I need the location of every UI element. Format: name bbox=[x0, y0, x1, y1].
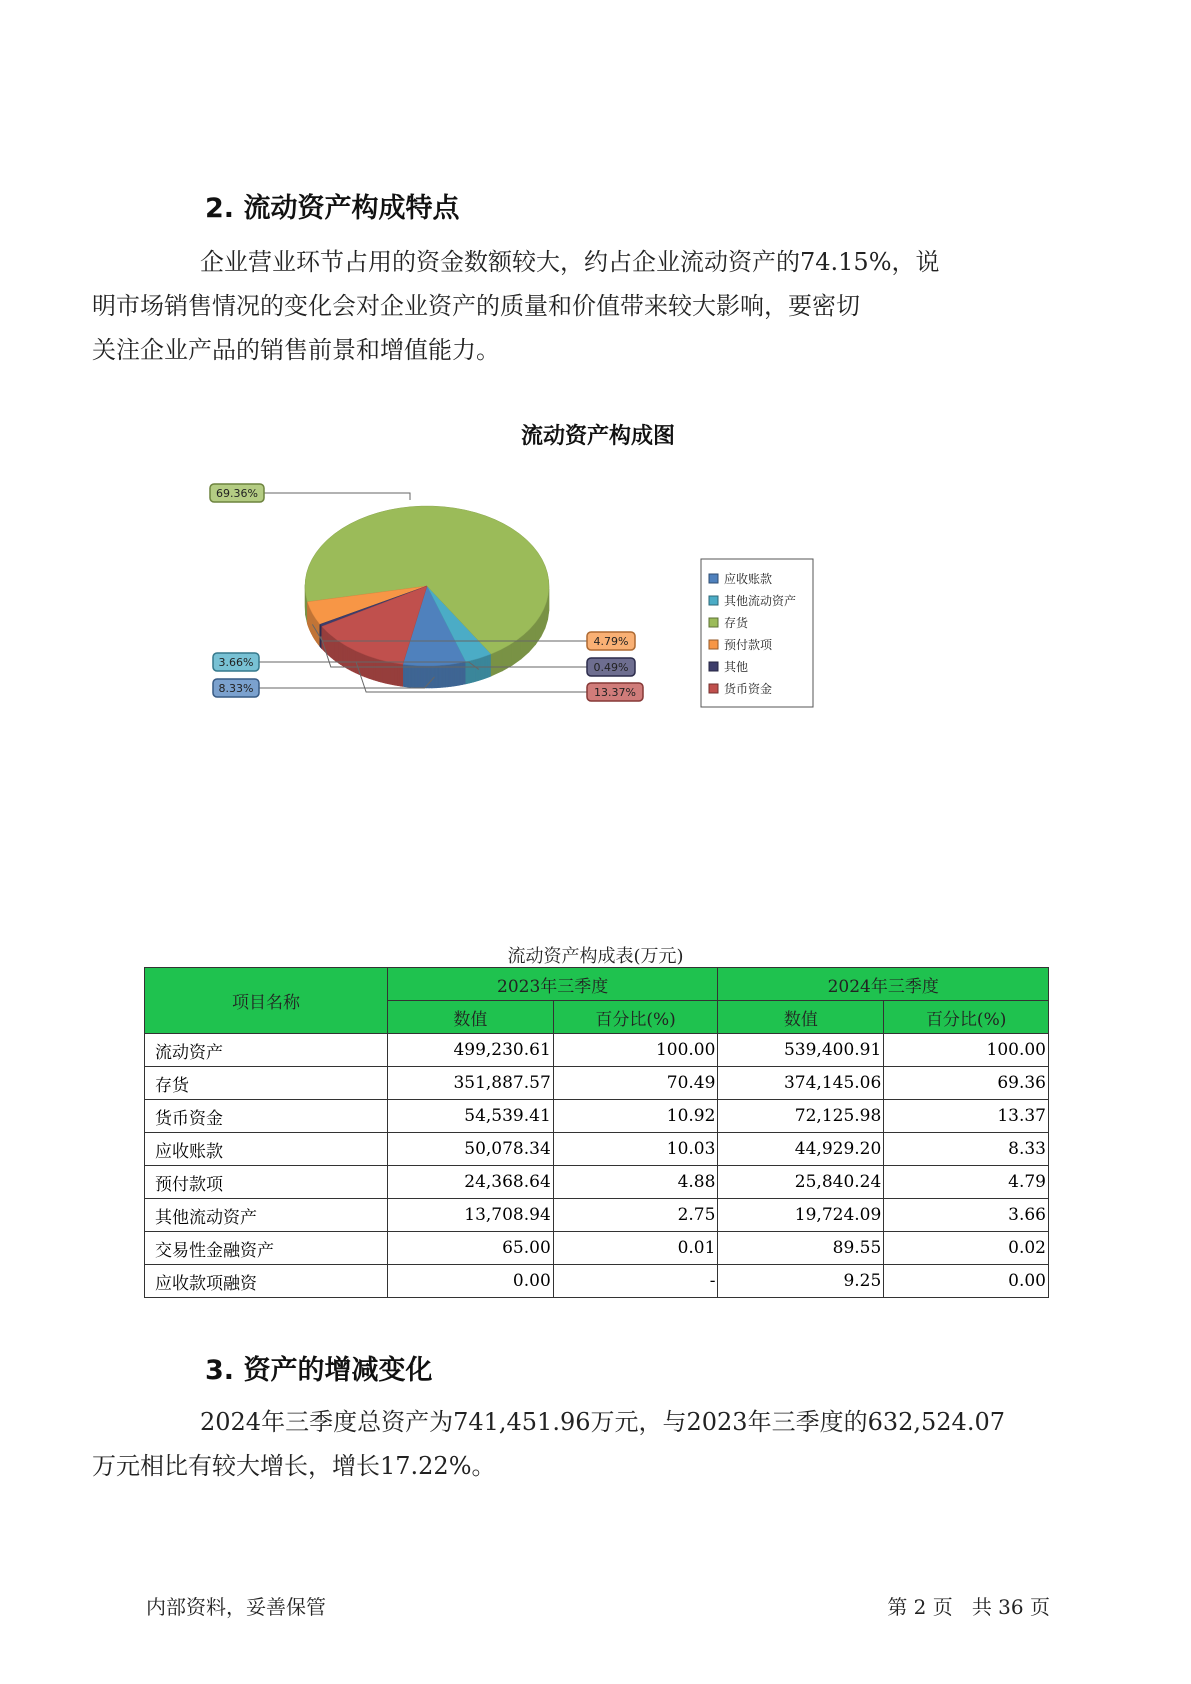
legend-label: 货币资金 bbox=[724, 682, 773, 696]
row-name: 货币资金 bbox=[145, 1100, 388, 1133]
table-row bbox=[145, 1265, 1049, 1298]
table-row bbox=[145, 1067, 1049, 1100]
legend-label: 其他 bbox=[724, 660, 749, 674]
data-label: 0.49% bbox=[593, 661, 629, 674]
pie-slice-side bbox=[381, 660, 383, 683]
header-item-name: 项目名称 bbox=[145, 968, 388, 1034]
row-name: 应收账款 bbox=[145, 1133, 388, 1166]
header-period-2023: 2023年三季度 bbox=[387, 968, 718, 1001]
legend-swatch bbox=[709, 618, 718, 627]
header-value-2024: 数值 bbox=[718, 1001, 884, 1034]
pie-slice-side bbox=[363, 654, 365, 677]
legend-swatch bbox=[709, 684, 718, 693]
pie-slice-side bbox=[371, 657, 373, 680]
legend-swatch bbox=[709, 574, 718, 583]
pie-slice-side bbox=[378, 659, 380, 682]
header-period-2024: 2024年三季度 bbox=[718, 968, 1049, 1001]
table-row bbox=[145, 1166, 1049, 1199]
row-pct-2023: 70.49 bbox=[553, 1067, 718, 1100]
row-value-2023: 50,078.34 bbox=[387, 1133, 553, 1166]
row-name: 其他流动资产 bbox=[145, 1199, 388, 1232]
table-row bbox=[145, 1199, 1049, 1232]
legend-swatch bbox=[709, 662, 718, 671]
row-pct-2024: 69.36 bbox=[884, 1067, 1049, 1100]
row-pct-2024: 4.79 bbox=[884, 1166, 1049, 1199]
row-value-2024: 539,400.91 bbox=[718, 1034, 884, 1067]
row-value-2024: 19,724.09 bbox=[718, 1199, 884, 1232]
pie-slice-side bbox=[390, 662, 392, 684]
label-leader-line bbox=[264, 493, 410, 500]
pie-slice-side bbox=[369, 656, 371, 679]
paragraph-line: 关注企业产品的销售前景和增值能力。 bbox=[92, 336, 500, 364]
row-pct-2023: 10.03 bbox=[553, 1133, 718, 1166]
row-pct-2023: 2.75 bbox=[553, 1199, 718, 1232]
row-value-2023: 54,539.41 bbox=[387, 1100, 553, 1133]
table-row bbox=[145, 1232, 1049, 1265]
row-value-2024: 374,145.06 bbox=[718, 1067, 884, 1100]
paragraph-line: 明市场销售情况的变化会对企业资产的质量和价值带来较大影响，要密切 bbox=[92, 292, 860, 320]
row-value-2023: 499,230.61 bbox=[387, 1034, 553, 1067]
data-label: 3.66% bbox=[218, 656, 254, 669]
table-row bbox=[145, 1100, 1049, 1133]
row-pct-2024: 100.00 bbox=[884, 1034, 1049, 1067]
legend-label: 存货 bbox=[724, 616, 749, 630]
pie-slice-side bbox=[352, 649, 354, 672]
pie-slice-side bbox=[386, 661, 388, 684]
header-value-2023: 数值 bbox=[387, 1001, 553, 1034]
row-name: 交易性金融资产 bbox=[145, 1232, 388, 1265]
paragraph-line: 企业营业环节占用的资金数额较大，约占企业流动资产的74.15%，说 bbox=[200, 248, 940, 276]
header-pct-2023: 百分比(%) bbox=[553, 1001, 718, 1034]
pie-slice-side bbox=[365, 655, 367, 678]
pie-slice-side bbox=[383, 661, 385, 684]
row-pct-2023: 4.88 bbox=[553, 1166, 718, 1199]
pie-slices bbox=[305, 506, 549, 688]
row-value-2024: 9.25 bbox=[718, 1265, 884, 1298]
footer-page-number: 第 2 页 共 36 页 bbox=[887, 1595, 1050, 1619]
pie-slice-side bbox=[388, 662, 390, 685]
row-name: 预付款项 bbox=[145, 1166, 388, 1199]
row-value-2023: 13,708.94 bbox=[387, 1199, 553, 1232]
row-name: 应收款项融资 bbox=[145, 1265, 388, 1298]
table-row bbox=[145, 1133, 1049, 1166]
legend-swatch bbox=[709, 596, 718, 605]
row-pct-2024: 13.37 bbox=[884, 1100, 1049, 1133]
legend bbox=[701, 559, 813, 707]
row-value-2023: 351,887.57 bbox=[387, 1067, 553, 1100]
row-value-2023: 65.00 bbox=[387, 1232, 553, 1265]
paragraph-line: 万元相比有较大增长，增长17.22%。 bbox=[92, 1452, 496, 1480]
pie-slice-side bbox=[393, 663, 395, 685]
row-pct-2024: 3.66 bbox=[884, 1199, 1049, 1232]
row-name: 存货 bbox=[145, 1067, 388, 1100]
row-pct-2023: - bbox=[553, 1265, 718, 1298]
row-pct-2023: 0.01 bbox=[553, 1232, 718, 1265]
row-pct-2024: 0.00 bbox=[884, 1265, 1049, 1298]
chart-title: 流动资产构成图 bbox=[520, 424, 676, 449]
section-2-heading: 2. 流动资产构成特点 bbox=[205, 193, 460, 224]
legend-label: 其他流动资产 bbox=[724, 594, 797, 608]
row-value-2024: 72,125.98 bbox=[718, 1100, 884, 1133]
row-pct-2024: 8.33 bbox=[884, 1133, 1049, 1166]
row-value-2024: 89.55 bbox=[718, 1232, 884, 1265]
legend-label: 预付款项 bbox=[724, 638, 773, 652]
section-3-heading: 3. 资产的增减变化 bbox=[205, 1355, 433, 1386]
row-value-2024: 44,929.20 bbox=[718, 1133, 884, 1166]
row-pct-2023: 100.00 bbox=[553, 1034, 718, 1067]
pie-slice-side bbox=[350, 648, 352, 671]
data-label: 13.37% bbox=[594, 686, 636, 699]
table-row bbox=[145, 1034, 1049, 1067]
legend-label: 应收账款 bbox=[724, 572, 773, 586]
legend-swatch bbox=[709, 640, 718, 649]
header-pct-2024: 百分比(%) bbox=[884, 1001, 1049, 1034]
row-value-2023: 0.00 bbox=[387, 1265, 553, 1298]
pie-chart bbox=[0, 0, 1191, 760]
footer-left: 内部资料，妥善保管 bbox=[146, 1595, 326, 1619]
pie-slice-side bbox=[360, 653, 362, 676]
paragraph-line: 2024年三季度总资产为741,451.96万元，与2023年三季度的632,524.07 bbox=[200, 1408, 1005, 1436]
row-value-2024: 25,840.24 bbox=[718, 1166, 884, 1199]
row-name: 流动资产 bbox=[145, 1034, 388, 1067]
row-value-2023: 24,368.64 bbox=[387, 1166, 553, 1199]
section-3-paragraph bbox=[92, 1400, 1076, 1488]
data-label: 4.79% bbox=[593, 635, 629, 648]
current-assets-table bbox=[144, 967, 1049, 1298]
row-pct-2023: 10.92 bbox=[553, 1100, 718, 1133]
row-pct-2024: 0.02 bbox=[884, 1232, 1049, 1265]
table-caption: 流动资产构成表(万元) bbox=[507, 946, 684, 967]
data-label: 69.36% bbox=[216, 487, 258, 500]
data-label: 8.33% bbox=[218, 682, 254, 695]
pie-slice-side bbox=[374, 658, 376, 681]
